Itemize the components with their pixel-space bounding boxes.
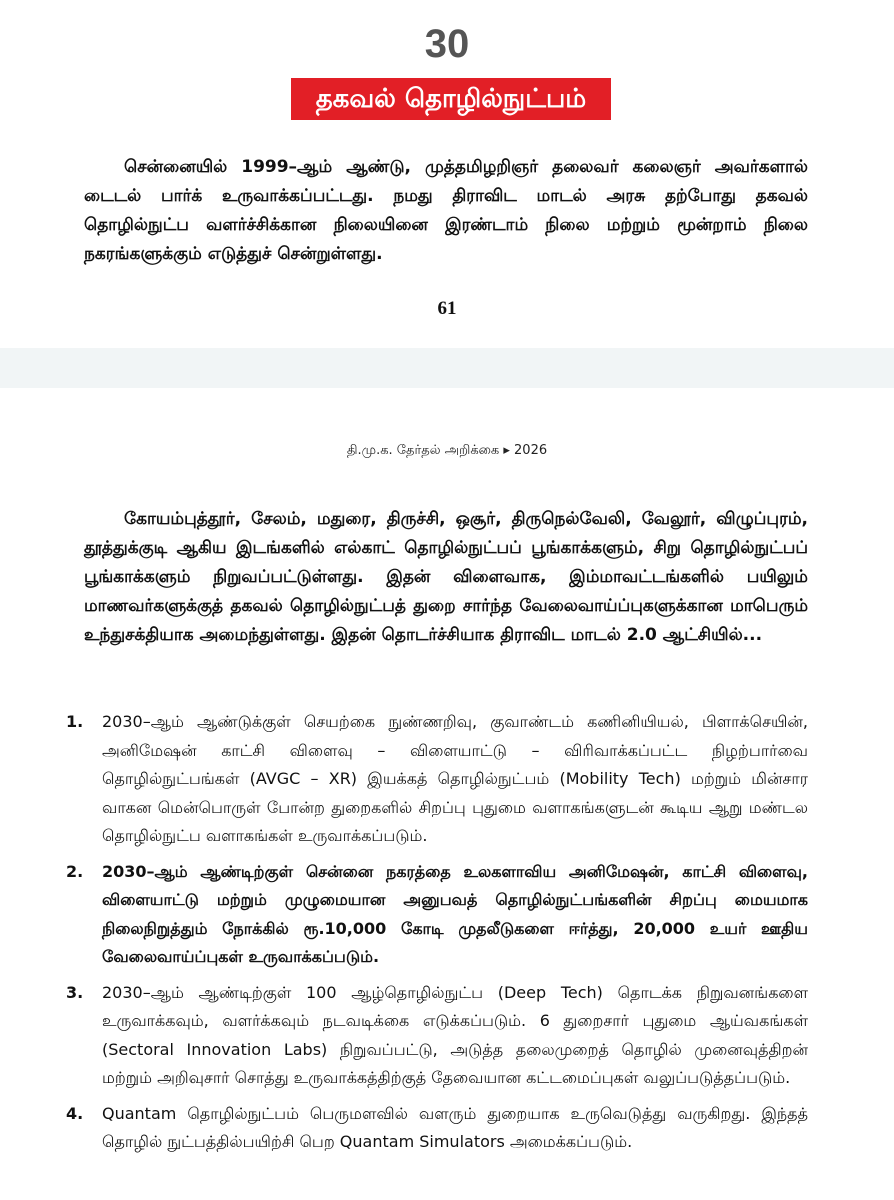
list-item — [66, 858, 808, 972]
list-item-text: Quantam தொழில்நுட்பம் பெருமளவில் வளரும் துறையாக உருவெடுத்து வருகிறது. இந்தத் தொழில் நுட்பத்தில்பயிற்சி பெற Quantam Simulators அமைக்கப்படும். — [102, 1103, 808, 1151]
list-item-number: 1. — [66, 712, 84, 731]
list-item-text: 2030–ஆம் ஆண்டுக்குள் செயற்கை நுண்ணறிவு, குவாண்டம் கணினியியல், பிளாக்செயின், அனிமேஷன் காட்சி விளைவு – விளையாட்டு – விரிவாக்கப்பட்ட நிழற்பார்வை தொழில்நுட்பங்கள் (AVGC – XR) இயக்கத் தொழில்நுட்பம் (Mobility Tech) மற்றும் மின்சார வாகன மென்பொருள் போன்ற துறைகளில் சிறப்பு புதுமை வளாகங்களுடன் கூடிய ஆறு மண்டல தொழில்நுட்ப வளாகங்கள் உருவாக்கப்படும். — [102, 712, 808, 845]
chapter-number: 30 — [424, 22, 470, 66]
body-paragraph: கோயம்புத்தூர், சேலம், மதுரை, திருச்சி, ஒசூர், திருநெல்வேலி, வேலூர், விழுப்புரம், தூத்துக்குடி ஆகிய இடங்களில் எல்காட் தொழில்நுட்பப் பூங்காக்களும், சிறு தொழில்நுட்பப் பூங்காக்களும் நிறுவப்பட்டுள்ளது. இதன் விளைவாக, இம்மாவட்டங்களில் பயிலும் மாணவர்களுக்குத் தகவல் தொழில்நுட்பத் துறை சார்ந்த வேலைவாய்ப்புகளுக்கான மாபெரும் உந்துசக்தியாக அமைந்துள்ளது. இதன் தொடர்ச்சியாக திராவிட மாடல் 2.0 ஆட்சியில்... — [84, 509, 808, 645]
manifesto-list — [66, 708, 808, 1164]
list-item-text: 2030–ஆம் ஆண்டிற்குள் 100 ஆழ்தொழில்நுட்ப (Deep Tech) தொடக்க நிறுவனங்களை உருவாக்கவும், வளர்க்கவும் நடவடிக்கை எடுக்கப்படும். 6 துறைசார் புதுமை ஆய்வகங்கள் (Sectoral Innovation Labs) நிறுவப்பட்டு, அடுத்த தலைமுறைத் தொழில் முனைவுத்திறன் மற்றும் அறிவுசார் சொத்து உருவாக்கத்திற்குத் தேவையான கட்டமைப்புகள் வலுப்படுத்தப்படும். — [102, 982, 808, 1087]
running-header: தி.மு.க. தேர்தல் அறிக்கை ▸ 2026 — [346, 443, 548, 458]
page-break-band — [0, 348, 894, 388]
list-item — [66, 979, 808, 1093]
list-item-number: 4. — [66, 1103, 84, 1123]
list-item-text: 2030–ஆம் ஆண்டிற்குள் சென்னை நகரத்தை உலகளாவிய அனிமேஷன், காட்சி விளைவு, விளையாட்டு மற்றும் முழுமையான அனுபவத் தொழில்நுட்பங்களின் சிறப்பு மையமாக நிலைநிறுத்தும் நோக்கில் ரூ.10,000 கோடி முதலீடுகளை ஈர்த்து, 20,000 உயர் ஊதிய வேலைவாய்ப்புகள் உருவாக்கப்படும். — [102, 861, 808, 966]
list-item-number: 3. — [66, 982, 84, 1002]
list-item — [66, 1100, 808, 1157]
list-item-number: 2. — [66, 861, 84, 881]
list-item — [66, 708, 808, 851]
intro-paragraph: சென்னையில் 1999–ஆம் ஆண்டு, முத்தமிழறிஞர் தலைவர் கலைஞர் அவர்களால் டைடல் பார்க் உருவாக்கப்பட்டது. நமது திராவிட மாடல் அரசு தற்போது தகவல் தொழில்நுட்ப வளர்ச்சிக்கான நிலையினை இரண்டாம் நிலை மற்றும் மூன்றாம் நிலை நகரங்களுக்கும் எடுத்துச் சென்றுள்ளது. — [84, 157, 808, 264]
chapter-title: தகவல் தொழில்நுட்பம் — [291, 78, 611, 120]
page-number: 61 — [437, 298, 457, 319]
